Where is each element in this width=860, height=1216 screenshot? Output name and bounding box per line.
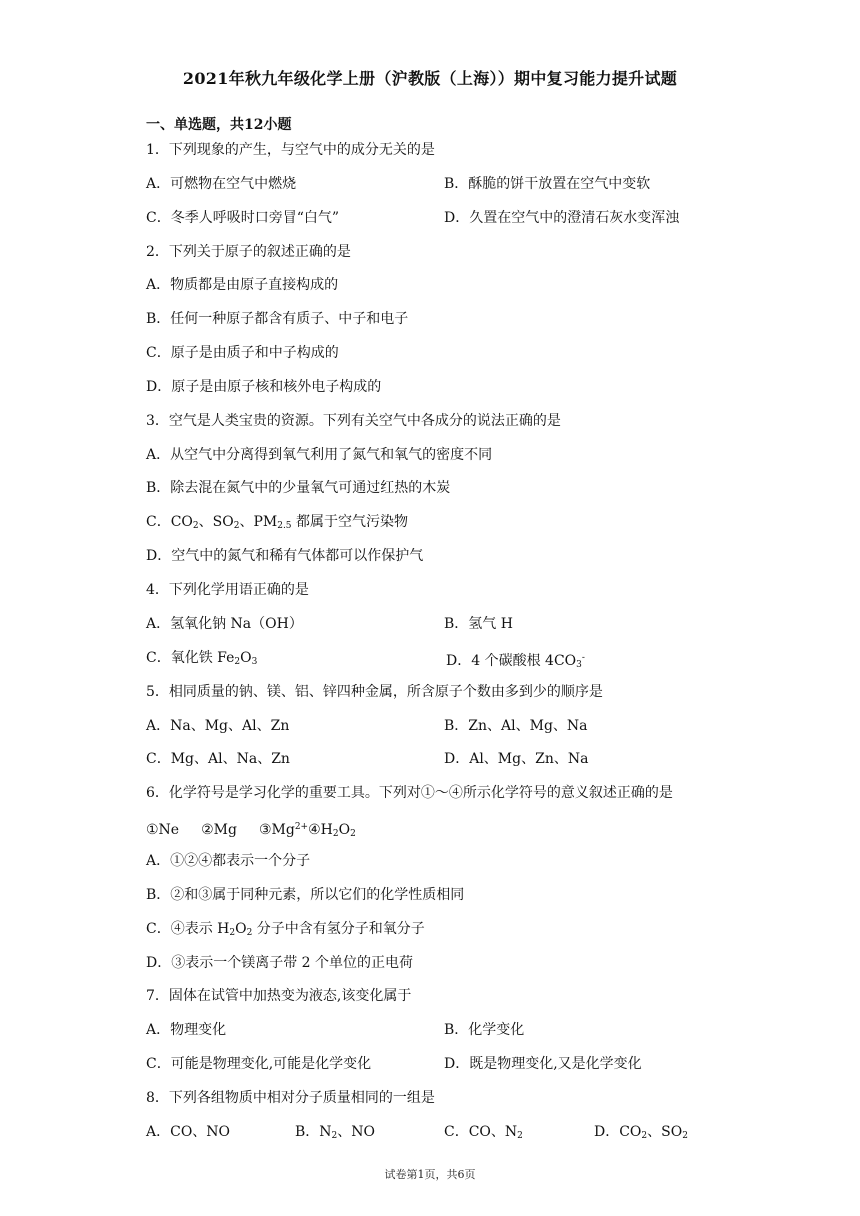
- question-8-stem: 8．下列各组物质中相对分子质量相同的一组是: [146, 1090, 435, 1106]
- question-6-option-a: A．①②④都表示一个分子: [146, 853, 311, 869]
- question-2-option-c: C．原子是由质子和中子构成的: [146, 345, 339, 361]
- question-5-option-d: D．Al、Mg、Zn、Na: [444, 751, 589, 767]
- question-3-stem: 3．空气是人类宝贵的资源。下列有关空气中各成分的说法正确的是: [146, 413, 561, 429]
- question-7-option-d: D．既是物理变化,又是化学变化: [444, 1056, 642, 1072]
- question-7-option-b: B．化学变化: [444, 1022, 525, 1038]
- question-1-option-c: C．冬季人呼吸时口旁冒“白气”: [146, 210, 340, 226]
- question-2-option-d: D．原子是由原子核和核外电子构成的: [146, 379, 382, 395]
- question-4-stem: 4．下列化学用语正确的是: [146, 582, 309, 598]
- question-2-stem: 2．下列关于原子的叙述正确的是: [146, 244, 351, 260]
- question-7-option-a: A．物理变化: [146, 1022, 227, 1038]
- question-7-stem: 7．固体在试管中加热变为液态,该变化属于: [146, 988, 412, 1004]
- question-1-option-d: D．久置在空气中的澄清石灰水变浑浊: [444, 210, 680, 226]
- question-6-symbols: ①Ne ②Mg $③Mg^{2+}④H_2O_2$: [146, 822, 356, 839]
- question-5-option-c: C．Mg、Al、Na、Zn: [146, 751, 290, 767]
- question-2-option-a: A．物质都是由原子直接构成的: [146, 277, 339, 293]
- question-8-option-d: D．$CO_2$、$SO_2$: [594, 1124, 688, 1141]
- question-3-option-c: C．$CO_2$、$SO_2$、$PM_{2.5}$ 都属于空气污染物: [146, 514, 408, 531]
- page-title: 2021年秋九年级化学上册（沪教版（上海））期中复习能力提升试题: [182, 69, 678, 88]
- question-6-stem: 6．化学符号是学习化学的重要工具。下列对①～④所示化学符号的意义叙述正确的是: [146, 785, 673, 801]
- question-2-option-b: B．任何一种原子都含有质子、中子和电子: [146, 311, 409, 327]
- question-3-option-a: A．从空气中分离得到氧气利用了氮气和氧气的密度不同: [146, 447, 493, 463]
- question-4-option-d: D．4 个碳酸根 $4CO_3^-$: [446, 653, 585, 670]
- question-3-option-b: B．除去混在氮气中的少量氧气可通过红热的木炭: [146, 480, 451, 496]
- question-8-option-c: C．CO、$N_2$: [444, 1124, 523, 1141]
- question-4-option-c: C．氧化铁 $Fe_2O_3$: [146, 650, 258, 667]
- question-8-option-a: A．CO、NO: [146, 1124, 231, 1140]
- question-8-option-b: B．$N_2$、NO: [295, 1124, 376, 1141]
- question-6-option-d: D．③表示一个镁离子带 2 个单位的正电荷: [146, 955, 414, 971]
- question-6-option-c: C．④表示 $H_2O_2$ 分子中含有氢分子和氧分子: [146, 921, 425, 938]
- question-5-stem: 5．相同质量的钠、镁、铝、锌四种金属，所含原子个数由多到少的顺序是: [146, 684, 603, 700]
- question-5-option-a: A．Na、Mg、Al、Zn: [146, 718, 290, 734]
- section-heading: 一、单选题，共12小题: [146, 117, 292, 133]
- question-1-option-a: A．可燃物在空气中燃烧: [146, 176, 297, 192]
- question-6-option-b: B．②和③属于同种元素，所以它们的化学性质相同: [146, 887, 465, 903]
- question-1-stem: 1．下列现象的产生，与空气中的成分无关的是: [146, 142, 435, 158]
- question-5-option-b: B．Zn、Al、Mg、Na: [444, 718, 588, 734]
- question-4-option-a: A．氢氧化钠 Na（OH）: [146, 616, 303, 632]
- question-7-option-c: C．可能是物理变化,可能是化学变化: [146, 1056, 372, 1072]
- question-4-option-b: B．氢气 H: [444, 616, 513, 632]
- question-1-option-b: B．酥脆的饼干放置在空气中变软: [444, 176, 651, 192]
- page-footer: 试卷第1页，共6页: [384, 1168, 476, 1181]
- question-3-option-d: D．空气中的氮气和稀有气体都可以作保护气: [146, 548, 424, 564]
